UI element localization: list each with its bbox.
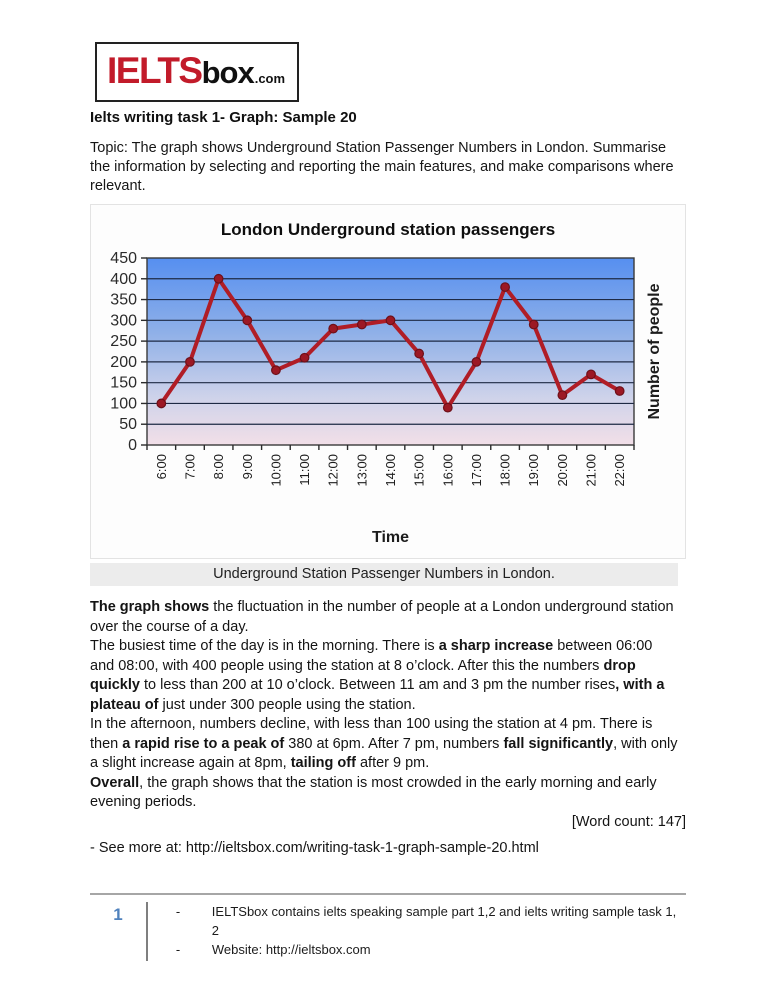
see-more-link-text: - See more at: http://ieltsbox.com/writing-task-1-graph-sample-20.html [90, 840, 539, 856]
essay-run-bold: a sharp increase [438, 638, 554, 654]
essay-run: between 06:00 and 08:00, with 400 people using the station at 8 o’clock. After this the numbers [90, 638, 653, 674]
x-tick-label: 8:00 [211, 454, 227, 480]
essay-run: just under 300 people using the station. [158, 696, 416, 713]
x-tick-label: 20:00 [554, 454, 570, 487]
chart-plot-area [147, 258, 634, 445]
data-point [558, 391, 567, 400]
data-point [587, 370, 596, 379]
essay-run: to less than 200 at 10 o’clock. Between 11 am and 3 pm the number rises [139, 677, 616, 693]
essay-run-bold: a rapid rise to a peak of [122, 735, 285, 752]
x-tick-label: 22:00 [612, 454, 628, 487]
x-tick-label: 19:00 [526, 454, 542, 487]
essay-paragraph [90, 715, 680, 774]
footer-line [176, 940, 686, 959]
x-tick-label: 15:00 [411, 454, 427, 487]
line-chart [91, 246, 687, 558]
footer-line [176, 902, 686, 940]
chart-caption: Underground Station Passenger Numbers in London. [90, 563, 678, 586]
topic-paragraph: Topic: The graph shows Underground Station Passenger Numbers in London. Summarise the information by selecting and reporting the main features, and make comparisons where relevant. [90, 140, 674, 194]
data-point [415, 349, 424, 358]
essay-body [90, 598, 680, 813]
data-point [529, 320, 538, 329]
footer-bullet: - [175, 904, 181, 919]
page-number: 1 [113, 905, 123, 924]
footer-line-text: IELTSbox contains ielts speaking sample part 1,2 and ielts writing sample task 1, 2 [211, 904, 677, 938]
data-point [358, 320, 367, 329]
essay-run: 380 at 6pm. After 7 pm, numbers [284, 735, 504, 752]
essay-run: after 9 pm. [355, 755, 430, 771]
data-point [386, 316, 395, 325]
logo-box-text: box [201, 55, 254, 90]
data-point [472, 358, 481, 367]
x-tick-label: 6:00 [153, 454, 169, 480]
footer-line-text: Website: http://ieltsbox.com [211, 942, 371, 957]
y-tick-label: 200 [110, 353, 137, 371]
data-point [157, 399, 166, 408]
essay-run: The busiest time of the day is in the morning. There is [90, 638, 439, 654]
x-tick-label: 12:00 [325, 454, 341, 487]
chart-canvas [91, 246, 687, 558]
x-tick-label: 13:00 [354, 454, 370, 487]
data-point [272, 366, 281, 375]
essay-paragraph [90, 637, 680, 715]
essay-run-bold: fall significantly [503, 735, 614, 752]
chart-block [90, 204, 686, 559]
y-tick-label: 400 [110, 270, 137, 288]
x-tick-label: 14:00 [383, 454, 398, 487]
footer-lines [148, 900, 686, 963]
essay-run-bold: drop quickly [90, 657, 636, 693]
data-point [615, 387, 624, 396]
page-content [90, 42, 686, 856]
x-tick-label: 7:00 [182, 454, 198, 480]
chart-title: London Underground station passengers [220, 220, 556, 239]
x-tick-label: 18:00 [497, 454, 513, 487]
x-tick-label: 16:00 [440, 454, 456, 487]
data-point [186, 358, 195, 367]
essay-run-bold: tailing off [290, 755, 356, 771]
ieltsbox-logo [95, 42, 299, 102]
page-footer [90, 893, 686, 963]
x-tick-label: 10:00 [268, 454, 284, 487]
essay-run: the fluctuation in the number of people at a London underground station over the course of a day. [90, 599, 674, 635]
essay-paragraph [90, 598, 680, 637]
essay-paragraph [90, 774, 680, 813]
x-tick-label: 21:00 [583, 454, 599, 487]
essay-run-bold: Overall [90, 774, 140, 791]
essay-run: , with only a slight increase again at 8pm, [90, 735, 678, 771]
word-count: [Word count: 147] [571, 813, 686, 830]
y-tick-label: 450 [110, 250, 137, 267]
y-tick-label: 100 [110, 395, 137, 413]
essay-run: , the graph shows that the station is most crowded in the early morning and early evening periods. [90, 774, 657, 810]
y-tick-label: 50 [119, 416, 137, 434]
y-tick-label: 150 [110, 374, 137, 392]
y-tick-label: 350 [110, 291, 137, 309]
footer-bullet: - [175, 942, 181, 957]
data-point [443, 403, 452, 412]
y-axis-title: Number of people [646, 283, 663, 420]
y-tick-label: 250 [110, 333, 137, 351]
essay-run: In the afternoon, numbers decline, with less than 100 using the station at 4 pm. There is then [90, 716, 653, 752]
essay-run-bold: The graph shows [90, 599, 214, 615]
data-point [214, 274, 223, 283]
y-tick-label: 300 [110, 312, 137, 330]
page-title: Ielts writing task 1- Graph: Sample 20 [90, 109, 357, 126]
data-point [329, 324, 338, 333]
data-point [501, 283, 510, 292]
essay-run-bold: , with a plateau of [90, 677, 665, 713]
data-point [243, 316, 252, 325]
x-axis-title: Time [371, 529, 410, 546]
x-tick-label: 11:00 [297, 454, 313, 486]
x-tick-label: 17:00 [468, 454, 484, 487]
data-point [300, 353, 309, 362]
x-tick-label: 9:00 [239, 454, 255, 480]
logo-ielts-text: IELTS [107, 50, 202, 91]
y-tick-label: 0 [128, 437, 137, 454]
logo-com-text: .com [254, 71, 286, 86]
